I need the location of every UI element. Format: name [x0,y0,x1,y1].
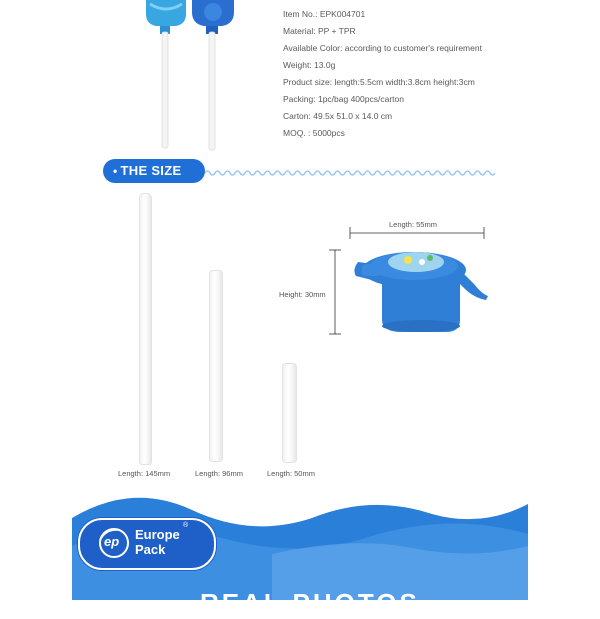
straw-medium [209,270,223,462]
section-title: THE SIZE [120,163,182,178]
wavy-divider [205,166,495,180]
brand-name-line2: Pack [135,542,166,557]
cap-product-image [352,240,494,336]
product-photo-top [140,0,250,152]
cap-length-dimension-line [348,226,486,240]
straw-short [282,363,297,463]
next-section-title: REAL PHOTOS [200,588,420,618]
brand-name-line1: Europe [135,527,180,542]
spec-color: Available Color: according to customer's requirement [283,43,482,53]
spec-carton: Carton: 49.5x 51.0 x 14.0 cm [283,111,393,121]
straw-long [139,193,152,465]
cap-height-dimension-line [328,248,342,336]
cap-height-label: Height: 30mm [279,290,326,299]
cap-length-label: Length: 55mm [389,220,437,229]
brand-monogram: ep [104,534,120,549]
straw-long-length-label: Length: 145mm [118,469,171,478]
brand-registered-mark: ® [183,522,189,529]
straw-medium-length-label: Length: 96mm [195,469,243,478]
bullet-icon: • [113,164,118,178]
spec-material: Material: PP + TPR [283,26,356,36]
section-title-badge [103,159,205,183]
spec-weight: Weight: 13.0g [283,60,336,70]
spec-packing: Packing: 1pc/bag 400pcs/carton [283,94,404,104]
spec-product-size: Product size: length:5.5cm width:3.8cm height:3cm [283,77,475,87]
spec-item-number: Item No.: EPK004701 [283,9,366,19]
straw-short-length-label: Length: 50mm [267,469,315,478]
spec-moq: MOQ. : 5000pcs [283,128,345,138]
